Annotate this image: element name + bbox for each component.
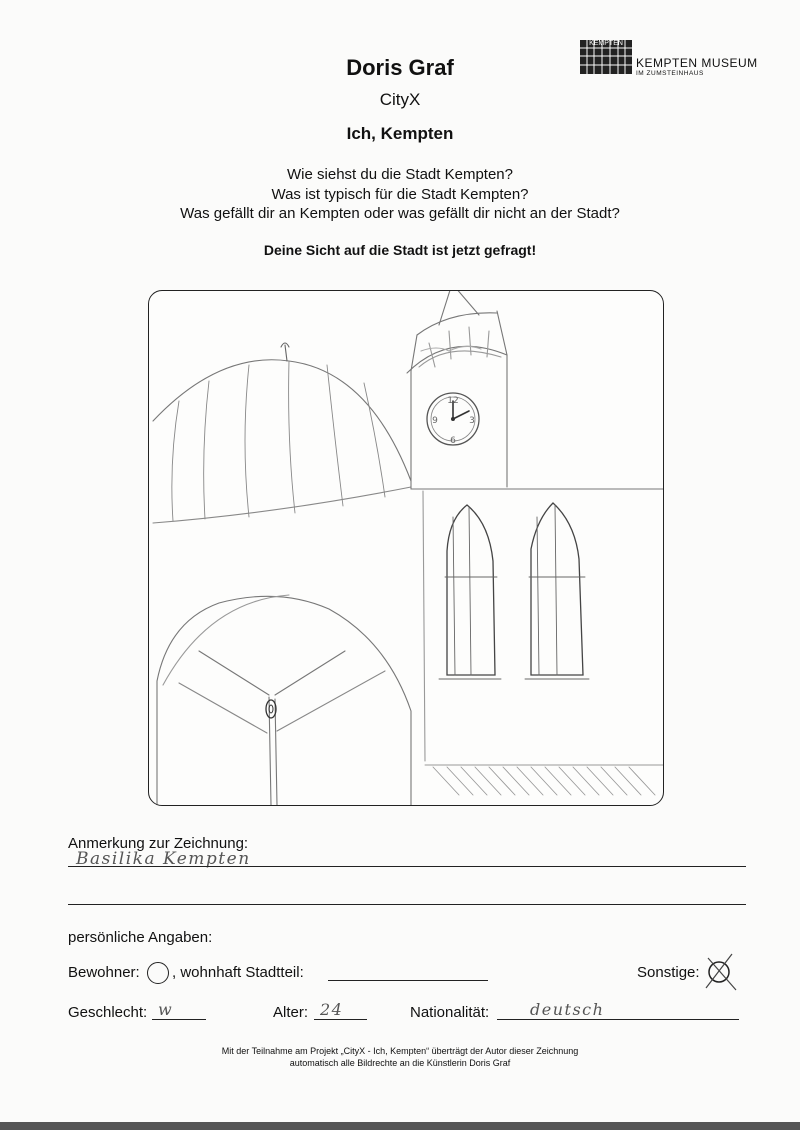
museum-logo — [580, 36, 760, 80]
gender-value[interactable]: w — [158, 1000, 174, 1019]
museum-logo-mark-icon — [580, 36, 632, 78]
remark-line-1 — [68, 866, 746, 867]
age-label: Alter: — [273, 1004, 309, 1021]
age-value[interactable]: 24 — [320, 1000, 344, 1019]
age-field — [314, 1019, 367, 1020]
drawing-prompt: Deine Sicht auf die Stadt ist jetzt gefragt! — [263, 242, 537, 258]
museum-name: KEMPTEN MUSEUM — [636, 56, 758, 70]
page-title: Ich, Kempten — [346, 124, 454, 143]
clock-number-6: 6 — [450, 436, 456, 446]
svg-text:KEMPTEN: KEMPTEN — [589, 40, 623, 47]
remark-value[interactable]: Basilika Kempten — [76, 849, 251, 869]
footer-line-2: automatisch alle Bildrechte an die Künstlerin Doris Graf — [289, 1058, 511, 1068]
gender-label: Geschlecht: — [68, 1004, 148, 1021]
district-label: , wohnhaft Stadtteil: — [172, 964, 304, 981]
other-label: Sonstige: — [637, 964, 700, 981]
clock-number-12: 12 — [447, 396, 459, 406]
resident-label: Bewohner: — [68, 964, 140, 981]
question-1: Wie siehst du die Stadt Kempten? — [287, 166, 513, 183]
question-3: Was gefällt dir an Kempten oder was gefällt dir nicht an der Stadt? — [180, 205, 620, 222]
footer-line-1: Mit der Teilnahme am Projekt „CityX - Ich, Kempten“ überträgt der Autor dieser Zeichnung — [221, 1046, 579, 1056]
nationality-value[interactable]: deutsch — [530, 1000, 605, 1019]
remark-line-2[interactable] — [68, 904, 746, 905]
nationality-field — [497, 1019, 739, 1020]
scan-edge — [0, 1122, 800, 1130]
district-field[interactable] — [328, 980, 488, 981]
museum-subtitle: IM ZUMSTEINHAUS — [636, 70, 704, 77]
resident-checkbox[interactable] — [147, 962, 169, 984]
drawing-area — [148, 290, 664, 806]
basilica-sketch — [149, 291, 663, 805]
nationality-label: Nationalität: — [410, 1004, 490, 1021]
other-checkbox-checked-icon[interactable] — [702, 952, 742, 992]
remark-label: Anmerkung zur Zeichnung: — [68, 835, 249, 852]
gender-field — [152, 1019, 206, 1020]
personal-info-label: persönliche Angaben: — [68, 929, 213, 946]
question-2: Was ist typisch für die Stadt Kempten? — [271, 186, 529, 203]
author-name: Doris Graf — [346, 55, 454, 80]
clock-number-9: 9 — [432, 416, 438, 426]
clock-number-3: 3 — [469, 416, 475, 426]
project-name: CityX — [379, 90, 421, 109]
